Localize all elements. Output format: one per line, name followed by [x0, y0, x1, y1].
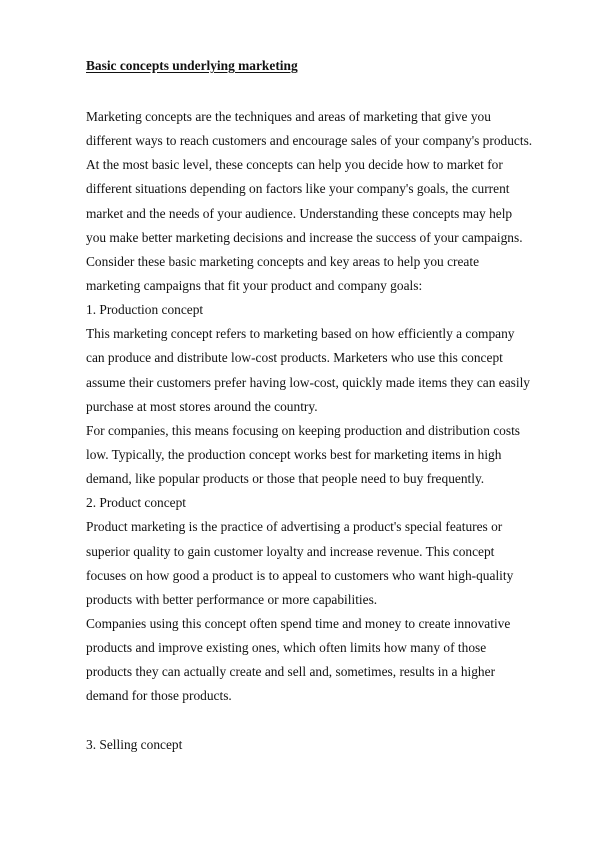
paragraph-line: For companies, this means focusing on keeping production and distribution costs: [86, 422, 521, 438]
intro-line: different ways to reach customers and encourage sales of your company's products.: [86, 133, 533, 149]
paragraph-line: focuses on how good a product is to appeal to customers who want high-quality: [86, 567, 514, 583]
intro-line: different situations depending on factors like your company's goals, the current: [86, 181, 510, 197]
intro-line: market and the needs of your audience. Understanding these concepts may help: [86, 205, 513, 221]
paragraph-line: demand, like popular products or those that people need to buy frequently.: [86, 471, 485, 487]
paragraph-line: products they can actually create and sell and, sometimes, results in a higher: [86, 664, 496, 680]
blank-line: [86, 709, 566, 733]
intro-line: marketing campaigns that fit your product and company goals:: [86, 277, 423, 293]
paragraph-line: Product marketing is the practice of advertising a product's special features or: [86, 519, 503, 535]
paragraph-line: low. Typically, the production concept works best for marketing items in high: [86, 446, 502, 462]
paragraph-line: demand for those products.: [86, 688, 232, 704]
section-heading: 2. Product concept: [86, 495, 187, 511]
paragraph-line: products and improve existing ones, which often limits how many of those: [86, 640, 487, 656]
section-heading: 3. Selling concept: [86, 736, 183, 752]
paragraph-line: can produce and distribute low-cost products. Marketers who use this concept: [86, 350, 503, 366]
paragraph-line: products with better performance or more capabilities.: [86, 591, 378, 607]
paragraph-line: This marketing concept refers to marketing based on how efficiently a company: [86, 326, 515, 342]
paragraph-line: assume their customers prefer having low-cost, quickly made items they can easily: [86, 374, 530, 390]
intro-line: At the most basic level, these concepts can help you decide how to market for: [86, 157, 503, 173]
document-title: Basic concepts underlying marketing: [86, 58, 298, 73]
intro-line: Consider these basic marketing concepts and key areas to help you create: [86, 253, 480, 269]
document-body: [86, 105, 566, 757]
paragraph-line: superior quality to gain customer loyalty and increase revenue. This concept: [86, 543, 495, 559]
section-heading: 1. Production concept: [86, 302, 204, 318]
intro-line: Marketing concepts are the techniques and areas of marketing that give you: [86, 109, 491, 124]
intro-line: you make better marketing decisions and increase the success of your campaigns.: [86, 229, 523, 245]
paragraph-line: Companies using this concept often spend time and money to create innovative: [86, 615, 511, 631]
paragraph-line: purchase at most stores around the country.: [86, 398, 318, 414]
